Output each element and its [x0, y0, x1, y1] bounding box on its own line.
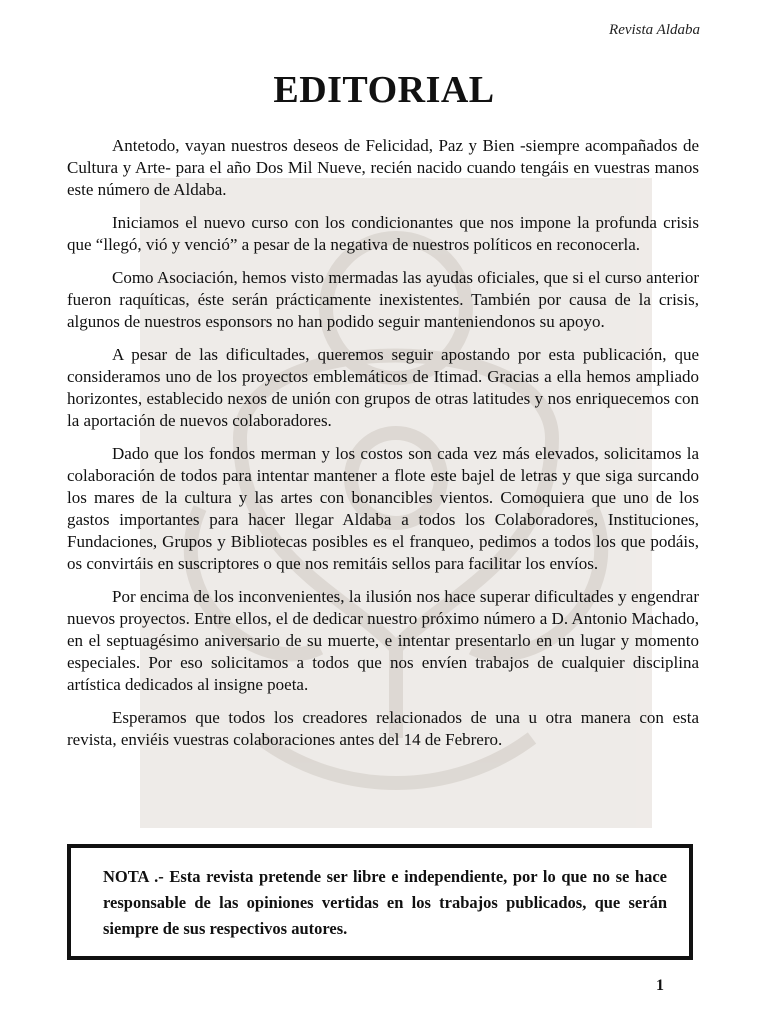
paragraph: A pesar de las dificultades, queremos seguir apostando por esta publicación, que consideramos uno de los proyectos emblemáticos de Itimad. Gracias a ella hemos ampliado horizontes, establecido nexos de unión con grupos de otras latitudes y nos enriquecemos con la aportación de nuevos colaboradores. [67, 345, 699, 430]
paragraph: Iniciamos el nuevo curso con los condicionantes que nos impone la profunda crisis que “llegó, vió y venció” a pesar de la negativa de nuestros políticos en reconocerla. [67, 213, 699, 254]
publication-name: Revista Aldaba [609, 22, 700, 38]
page-title: EDITORIAL [273, 69, 495, 111]
paragraph: Como Asociación, hemos visto mermadas las ayudas oficiales, que si el curso anterior fueron raquíticas, éste serán prácticamente inexistentes. También por causa de la crisis, algunos de nuestros esponsors no han podido seguir manteniendonos su apoyo. [67, 268, 699, 331]
paragraph: Antetodo, vayan nuestros deseos de Felicidad, Paz y Bien -siempre acompañados de Cultura y Arte- para el año Dos Mil Nueve, recién nacido cuando tengáis en vuestras manos este número de Aldaba. [67, 136, 699, 199]
paragraph: Dado que los fondos merman y los costos son cada vez más elevados, solicitamos la colaboración de todos para intentar mantener a flote este bajel de letras y que siga surcando los mares de la cultura y las artes con bonancibles vientos. Comoquiera que uno de los gastos importantes para hacer llegar Aldaba a todos los Colaboradores, Instituciones, Fundaciones, Grupos y Bibliotecas posibles es el franqueo, pedimos a todos los que podáis, os convirtáis en suscriptores o que nos remitáis sellos para facilitar los envíos. [67, 444, 699, 573]
editorial-body [67, 135, 699, 762]
disclaimer-note: NOTA .- Esta revista pretende ser libre e independiente, por lo que no se hace responsable de las opiniones vertidas en los trabajos publicados, que serán siempre de sus respectivos autores. [67, 844, 693, 960]
page-number: 1 [656, 977, 664, 994]
paragraph: Por encima de los inconvenientes, la ilusión nos hace superar dificultades y engendrar nuevos proyectos. Entre ellos, el de dedicar nuestro próximo número a D. Antonio Machado, en el septuagésimo aniversario de su muerte, e intentar presentarlo en un lugar y momento especiales. Por eso solicitamos a todos que nos envíen trabajos de cualquier disciplina artística dedicados al insigne poeta. [67, 587, 699, 694]
paragraph: Esperamos que todos los creadores relacionados de una u otra manera con esta revista, enviéis vuestras colaboraciones antes del 14 de Febrero. [67, 708, 699, 749]
